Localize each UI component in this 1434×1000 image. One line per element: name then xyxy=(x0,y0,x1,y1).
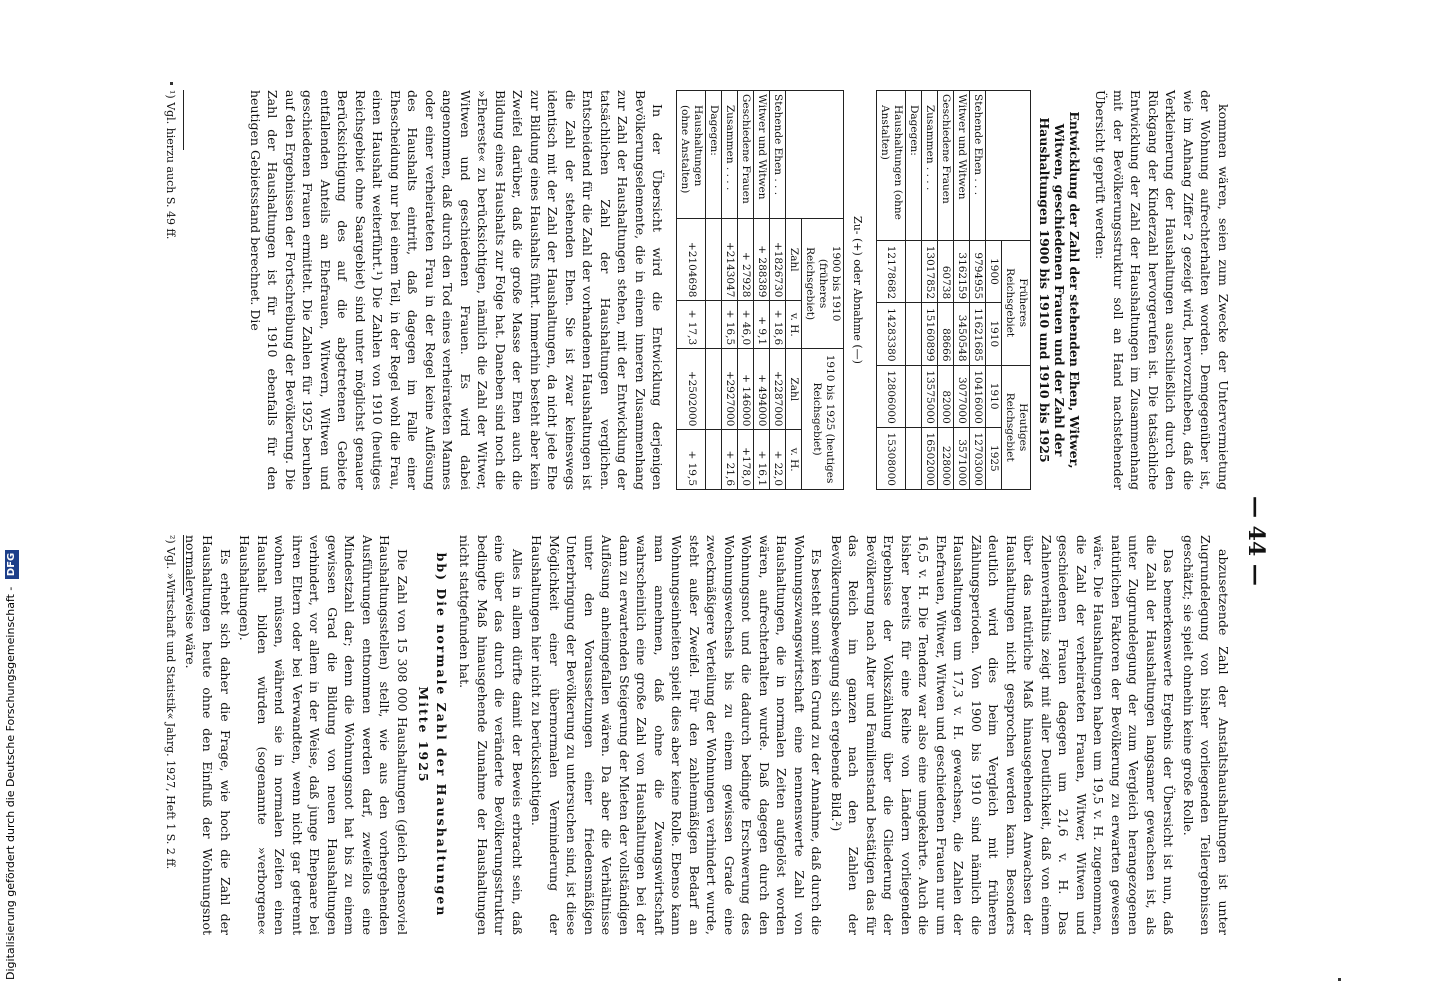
crop-mark xyxy=(1338,978,1341,981)
cell: + 16,5 xyxy=(722,301,738,349)
group-header: 1910 bis 1925 (heutiges Reichsgebiet) xyxy=(802,349,844,490)
row-label: Stehende Ehen . . . xyxy=(770,91,786,219)
cell xyxy=(706,349,722,430)
cell: + 21,6 xyxy=(722,430,738,490)
cell: 3450548 xyxy=(954,303,970,365)
cell: +2104698 xyxy=(677,219,706,301)
row-label: Stehende Ehen . . . xyxy=(970,91,986,241)
cell: 228000 xyxy=(938,427,954,489)
footnote-rule xyxy=(183,90,184,150)
section-heading: bb) Die normale Zahl der Haushaltungen Mitte 1925 xyxy=(416,552,449,918)
row-label: Dagegen: xyxy=(906,91,922,241)
row-label: Dagegen: xyxy=(706,91,722,219)
cell: +2287000 xyxy=(770,349,786,430)
cell: + 16,1 xyxy=(754,430,770,490)
cell: + 9,1 xyxy=(754,301,770,349)
right-column xyxy=(164,535,1233,935)
sub-header: Zahl xyxy=(786,349,802,430)
table-row xyxy=(722,91,738,490)
sub-header: v. H. xyxy=(786,430,802,490)
cell: + 19,5 xyxy=(677,430,706,490)
table-row xyxy=(877,91,906,490)
cell: + 494000 xyxy=(754,349,770,430)
paragraph: Es besteht somit kein Grund zu der Annahme, daß durch die Wohnungszwangswirtschaft eine nennenswerte Zahl von Haushaltungen, die in normalen Zeiten aufgelöst worden wären, aufrechterhalten wurde. Daß dagegen durch den Wohnungsnot und die dadurch bedingte Erschwerung des Wohnungswechsels bis zu einem gewissen Grade eine zweckmäßigere Verteilung der Wohnungen verhindert wurde, steht außer Zweifel. Für den zahlenmäßigen Bedarf an Wohnungseinheiten spielt dies aber keine Rolle. Ebenso kann man annehmen, daß ohne die Zwangswirtschaft wahrscheinlich eine große Zahl von Haushaltungen bei der dann zu erwartenden Steigerung der Mieten der vollständigen Auflösung anheimgefallen wären. Da aber die Verhältnisse unter den Voraussetzungen einer friedensmäßigen Unterbringung der Bevölkerung zu untersuchen sind, ist diese Möglichkeit einer übernormalen Verminderung der Haushaltungen hier nicht zu berücksichtigen. xyxy=(529,535,825,935)
table-row xyxy=(954,91,970,490)
cell: + 17,3 xyxy=(677,301,706,349)
row-label: Haushaltungen (ohne Anstalten) xyxy=(877,91,906,241)
change-table xyxy=(677,90,845,490)
cell: + 18,6 xyxy=(770,301,786,349)
credit-text: Digitalisierung gefördert durch die Deutsche Forschungsgemeinschaft - xyxy=(4,586,17,980)
cell xyxy=(906,427,922,489)
cell: + 27928 xyxy=(738,219,754,301)
paragraph: Alles in allem dürfte damit der Beweis erbracht sein, daß eine über das durch die veränderte Bevölkerungsstruktur bedingte Maß hinausgehende Zunahme der Haushaltungen nicht stattgefunden hat. xyxy=(457,535,525,935)
footnote: ¹) Vgl. hierzu auch S. 49 ff. xyxy=(164,90,177,240)
group-header: Früheres Reichsgebiet xyxy=(1002,240,1031,365)
table-row xyxy=(922,91,938,490)
cell: 11621685 xyxy=(970,303,986,365)
cell xyxy=(906,303,922,365)
cell: +1826730 xyxy=(770,219,786,301)
row-label: Geschiedene Frauen xyxy=(938,91,954,241)
cell xyxy=(706,430,722,490)
cell: 3162159 xyxy=(954,240,970,302)
paragraph: kommen wären, seien zum Zwecke der Untervermietung der Wohnung aufrechterhalten worden. Demgegenüber ist, wie im Anhang Ziffer 2 gezeigt wird, hervorzuheben, daß die Verkleinerung der Haushaltungen ausschließlich durch den Rückgang der Kinderzahl hervorgerufen ist. Die tatsächliche Entwicklung der Zahl der Haushaltungen im Zusammenhang mit der Bevölkerungsstruktur soll an Hand nachstehender Übersicht geprüft werden: xyxy=(1093,90,1231,490)
footnote: ²) Vgl. »Wirtschaft und Statistik« Jahrg. 1927, Heft 1 S. 2 ff. xyxy=(164,535,177,870)
left-column xyxy=(164,90,1233,490)
footnote-block xyxy=(162,90,193,490)
group-header: Heutiges Reichsgebiet xyxy=(1002,365,1031,489)
population-table xyxy=(876,90,1031,490)
cell: 9794955 xyxy=(970,240,986,302)
cell: 60738 xyxy=(938,240,954,302)
table-row xyxy=(970,91,986,490)
table-row xyxy=(770,91,786,490)
cell: 3077000 xyxy=(954,365,970,427)
cell: + 46,0 xyxy=(738,301,754,349)
change-heading: Zu- (+) oder Abnahme (—) xyxy=(851,216,864,364)
table-row xyxy=(677,91,706,490)
table-corner xyxy=(786,91,844,219)
paragraph: Das bemerkenswerte Ergebnis der Übersicht ist nun, daß die Zahl der Haushaltungen langsamer gewachsen ist, als unter Zugrundelegung der zum Vergleich herangezogenen natürlichen Faktoren der Bevölkerung zu erwarten gewesen wäre. Die Haushaltungen haben um 19,5 v. H. zugenommen, die Zahl der verheirateten Frauen, Witwer, Witwen und geschiedenen Frauen dagegen um 21,6 v. H. Das Zahlenverhältnis zeigt mit aller Deutlichkeit, daß von einem über das natürliche Maß hinausgehenden Anwachsen der Haushaltungen nicht gesprochen werden kann. Besonders deutlich wird dies beim Vergleich mit früheren Zählungsperioden. Von 1900 bis 1910 sind nämlich die Haushaltungen um 17,3 v. H. gewachsen, die Zahlen der Ehefrauen, Witwer, Witwen und geschiedenen Frauen nur um 16,5 v. H. Die Tendenz war also eine umgekehrte. Auch die bisher bereits für eine Reihe von Ländern vorliegenden Ergebnisse der Volkszählung über die Gliederung der Bevölkerung nach Alter und Familienstand bestätigen das für das Reich im ganzen nach den Zahlen der Bevölkerungsbewegung sich ergebende Bild.²) xyxy=(829,535,1177,935)
table-row xyxy=(706,91,722,490)
cell: 12178682 xyxy=(877,240,906,302)
paragraph: In der Übersicht wird die Entwicklung derjenigen Bevölkerungselemente, die in einem inneren Zusammenhang zur Zahl der Haushaltungen stehen, mit der Entwicklung der tatsächlichen Zahl der Haushaltungen verglichen. Entscheidend für die Zahl der vorhandenen Haushaltungen ist die Zahl der stehenden Ehen. Sie ist zwar keineswegs identisch mit der Zahl der Haushaltungen, da nicht jede Ehe zur Bildung eines Haushalts führt. Immerhin besteht aber kein Zweifel darüber, daß die große Masse der Ehen auch die Bildung eines Haushalts zur Folge hat. Daneben sind noch die »Ehereste« zu berücksichtigen, nämlich die Zahl der Witwer, Witwen und geschiedenen Frauen. Es wird dabei angenommen, daß durch den Tod eines verheirateten Mannes oder einer verheirateten Frau in der Regel keine Auflösung des Haushalts eintritt, daß dagegen im Falle einer Ehescheidung nur bei einem Teil, in der Regel wohl die Frau, einen Haushalt weiterführt.¹) Die Zahlen von 1910 (heutiges Reichsgebiet ohne Saargebiet) sind unter möglichst genauer Berücksichtigung des auf die abgetretenen Gebiete entfallenden Anteils an Ehefrauen, Witwern, Witwen und geschiedenen Frauen ermittelt. Die Zahlen für 1925 beruhen auf den Ergebnissen der Fortschreibung der Bevölkerung. Die Zahl der Haushaltungen ist für 1910 ebenfalls für den heutigen Gebietsstand berechnet. Die xyxy=(248,90,666,490)
cell: 12703000 xyxy=(970,427,986,489)
crop-mark xyxy=(170,82,173,85)
rotated-page xyxy=(164,90,1269,958)
cell: 12806000 xyxy=(877,365,906,427)
dfg-logo: DFG xyxy=(5,550,19,579)
footnote-block xyxy=(162,535,193,935)
paragraph: abzusetzende Zahl der Anstaltshaushaltungen ist unter Zugrundelegung von bisher vorliegenden Teilergebnissen geschätzt; sie spielt ohnehin keine große Rolle. xyxy=(1181,535,1231,935)
cell: 88666 xyxy=(938,303,954,365)
year-header: 1900 xyxy=(986,240,1002,302)
cell: +178,0 xyxy=(738,430,754,490)
cell: + 146000 xyxy=(738,349,754,430)
sub-header: Zahl xyxy=(786,219,802,301)
row-label: Geschiedene Frauen xyxy=(738,91,754,219)
cell: + 288389 xyxy=(754,219,770,301)
row-label: Haushaltungen (ohne Anstalten) xyxy=(677,91,706,219)
cell: 10416000 xyxy=(970,365,986,427)
cell: 82000 xyxy=(938,365,954,427)
cell: 3571000 xyxy=(954,427,970,489)
table-row xyxy=(906,91,922,490)
year-header: 1910 xyxy=(986,303,1002,365)
year-header: 1925 xyxy=(986,427,1002,489)
year-header: 1910 xyxy=(986,365,1002,427)
cell: 13575000 xyxy=(922,365,938,427)
row-label: Witwer und Witwen xyxy=(954,91,970,241)
row-label: Witwer und Witwen xyxy=(754,91,770,219)
cell: 16502000 xyxy=(922,427,938,489)
paragraph: Es erhebt sich daher die Frage, wie hoch die Zahl der Haushaltungen heute ohne den Einfluß der Wohnungsnot normalerweise wäre. xyxy=(183,535,233,935)
digitization-credit xyxy=(0,0,22,1000)
cell: +2927000 xyxy=(722,349,738,430)
footnote-rule xyxy=(183,535,184,595)
table-row xyxy=(938,91,954,490)
cell xyxy=(706,219,722,301)
cell xyxy=(906,240,922,302)
table-corner xyxy=(986,91,1031,241)
cell xyxy=(706,301,722,349)
row-label: Zusammen . . . . xyxy=(722,91,738,219)
cell: + 22,0 xyxy=(770,430,786,490)
group-header: 1900 bis 1910 (früheres Reichsgebiet) xyxy=(802,219,844,349)
cell: 15160899 xyxy=(922,303,938,365)
cell: +2502000 xyxy=(677,349,706,430)
paragraph: Die Zahl von 15 308 000 Haushaltungen (gleich ebensoviel Haushaltungsstellen) stellt, wie aus den vorhergehenden Ausführungen entnommen werden darf, zweifellos eine Mindestzahl dar; denn die Wohnungsnot hat bis zu einem gewissen Grad die Bildung von neuen Haushaltungen verhindert, vor allem in der Weise, daß junge Ehepaare bei ihren Eltern oder bei Verwandten, wenn nicht gar getrennt wohnen müssen, während sie in normalen Zeiten einen Haushalt bilden würden (sogenannte »verborgene« Haushaltungen). xyxy=(237,535,410,935)
table-title: Entwicklung der Zahl der stehenden Ehen, Witwer, Witwen, geschiedenen Frauen und der Zahl der Haushaltungen 1900 bis 1910 und 1910 bis 1925 xyxy=(1037,111,1082,469)
page-number: — 44 — xyxy=(1243,496,1269,586)
sub-header: v. H. xyxy=(786,301,802,349)
cell: 13017852 xyxy=(922,240,938,302)
row-label: Zusammen . . . . xyxy=(922,91,938,241)
cell xyxy=(906,365,922,427)
table-row xyxy=(754,91,770,490)
cell: 14283380 xyxy=(877,303,906,365)
table-row xyxy=(738,91,754,490)
cell: +2143047 xyxy=(722,219,738,301)
cell: 15308000 xyxy=(877,427,906,489)
